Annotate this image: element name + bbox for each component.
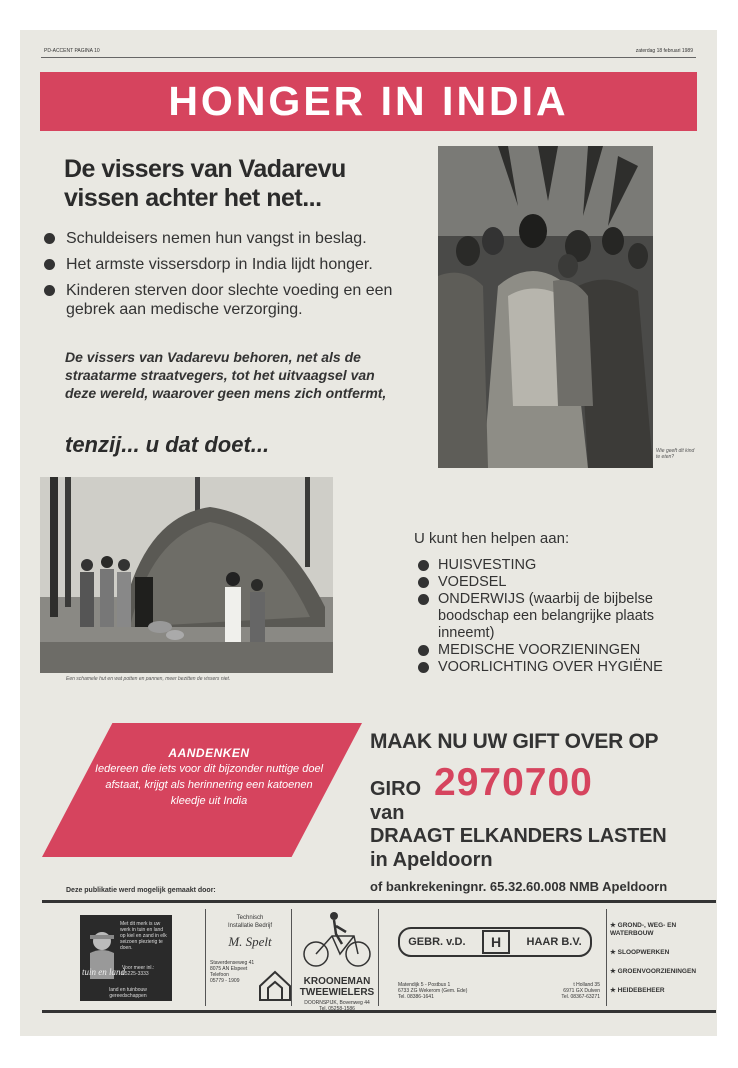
organization-name: DRAAGT ELKANDERS LASTEN [370,825,667,847]
help-list [418,557,708,676]
haar-left-address [398,982,488,1000]
aandenken-text [94,745,324,809]
headline-line-2: vissen achter het net... [64,184,322,212]
bullet-item: Het armste vissersdorp in India lijdt honger. [42,255,442,274]
photo-hut [40,477,333,673]
spelt-heading [210,914,290,930]
help-intro: U kunt hen helpen aan: [414,530,570,547]
service-item: ★ GROND-, WEG- EN WATERBOUW [610,922,677,937]
publication-note: Deze publikatie werd mogelijk gemaakt door: [66,887,216,894]
spelt-address: Staverdenseweg 41 [210,960,255,966]
bank-account: of bankrekeningnr. 65.32.60.008 NMB Apeldoorn [370,879,668,894]
bicycle-rider-icon [302,908,372,970]
tenzij-line: tenzij... u dat doet... [65,432,270,457]
krooneman-name-line2: TWEEWIELERS [299,987,375,998]
service-item: ★ SLOOPWERKEN [610,949,670,956]
tuin-footer: land en tuinbouw gereedschappen [109,987,147,999]
tuin-en-land-ad [80,915,172,1001]
page-label: PD-ACCENT PAGINA 10 [44,48,100,54]
haar-right-addr1: t Holland 35 [573,982,600,988]
haar-left-phone: Tel. 08386-1641 [398,994,434,1000]
help-item: VOEDSEL [418,574,708,591]
problem-bullets [42,229,442,326]
haar-left-addr1: Matendijk 5 - Postbus 1 [398,982,451,988]
haar-right-phone: Tel. 08367-63271 [561,994,600,1000]
haar-logo-right: HAAR B.V. [526,936,582,948]
haar-services [610,922,717,1006]
service-label: GROENVOORZIENINGEN [617,968,697,975]
spelt-city: 8075 AN Elspeet [210,966,248,972]
photo-women-children-image [438,146,653,468]
van-label: van [370,802,405,824]
tuin-text: Met dit merk is uw werk in tuin en land op kiel en zand in elk seizoen plezierig te doen. [120,921,167,951]
krooneman-contact [294,1000,380,1012]
haar-logo [398,927,592,957]
krooneman-name-line1: KROONEMAN [303,976,371,987]
haar-right-addr2: 6971 GX Dulven [563,988,600,994]
spelt-address-block [210,960,260,984]
banner-title: HONGER IN INDIA [40,72,697,131]
haar-left-addr2: 6733 ZG Wekerom (Gem. Ede) [398,988,468,994]
photo1-caption: Wie geeft dit kind te eten? [656,448,695,460]
aandenken-body: Iedereen die iets voor dit bijzonder nuttige doel afstaat, krijgt als herinnering een katoenen kleedje uit India [94,763,324,807]
giro-label: GIRO [370,778,422,800]
service-item: ★ GROENVOORZIENINGEN [610,968,697,975]
tuin-logo: tuin en land [82,967,125,977]
gift-call: MAAK NU UW GIFT OVER OP [370,730,659,753]
spelt-phone: 05779 - 1909 [210,978,240,984]
photo2-caption: Een schamele hut en wat potten en pannen, meer bezitten de vissers niet. [66,676,231,682]
header-rule [41,57,696,58]
aandenken-title: AANDENKEN [168,746,250,760]
krooneman-address: DOORNSPIJK, Bovenweg 44 [304,1000,370,1006]
photo-hut-image [40,477,333,673]
italic-paragraph: De vissers van Vadarevu behoren, net als de straatarme straatvegers, tot het uitvaagsel van deze wereld, waarover geen mens zich ontfermt, [65,349,387,401]
spelt-line2: Installatie Bedrijf [227,923,273,929]
help-item: VOORLICHTING OVER HYGIËNE [418,659,708,676]
bullet-item: Kinderen sterven door slechte voeding en een gebrek aan medische verzorging. [42,281,442,319]
headline-line-1: De vissers van Vadarevu [64,155,346,183]
service-label: HEIDEBEHEER [617,987,665,994]
help-item: HUISVESTING [418,557,708,574]
krooneman-phone: Tel. 05258-1586 [319,1006,355,1012]
spelt-line1: Technisch [236,915,264,921]
haar-right-address [530,982,600,1000]
haar-logo-left: GEBR. v.D. [408,936,466,948]
page-date: zaterdag 18 februari 1989 [635,48,693,54]
house-logo-icon [258,970,292,1002]
help-item: MEDISCHE VOORZIENINGEN [418,642,708,659]
giro-number: 2970700 [434,761,593,804]
headline [64,155,346,213]
service-item: ★ HEIDEBEHEER [610,987,665,994]
spelt-name: M. Spelt [228,934,272,949]
tuin-more: Voor meer inl.: 05225-3333 [122,965,155,977]
spelt-phone-label: Telefoon [210,972,229,978]
organization-city: in Apeldoorn [370,849,493,871]
bullet-item: Schuldeisers nemen hun vangst in beslag. [42,229,442,248]
service-label: SLOOPWERKEN [617,949,670,956]
krooneman-name [294,976,380,998]
photo-women-children [438,146,653,468]
service-label: GROND-, WEG- EN WATERBOUW [610,922,677,937]
help-item: ONDERWIJS (waarbij de bijbelse boodschap een belangrijke plaats inneemt) [418,591,708,642]
haar-logo-mark: H [482,930,510,954]
newspaper-page [20,30,717,1036]
